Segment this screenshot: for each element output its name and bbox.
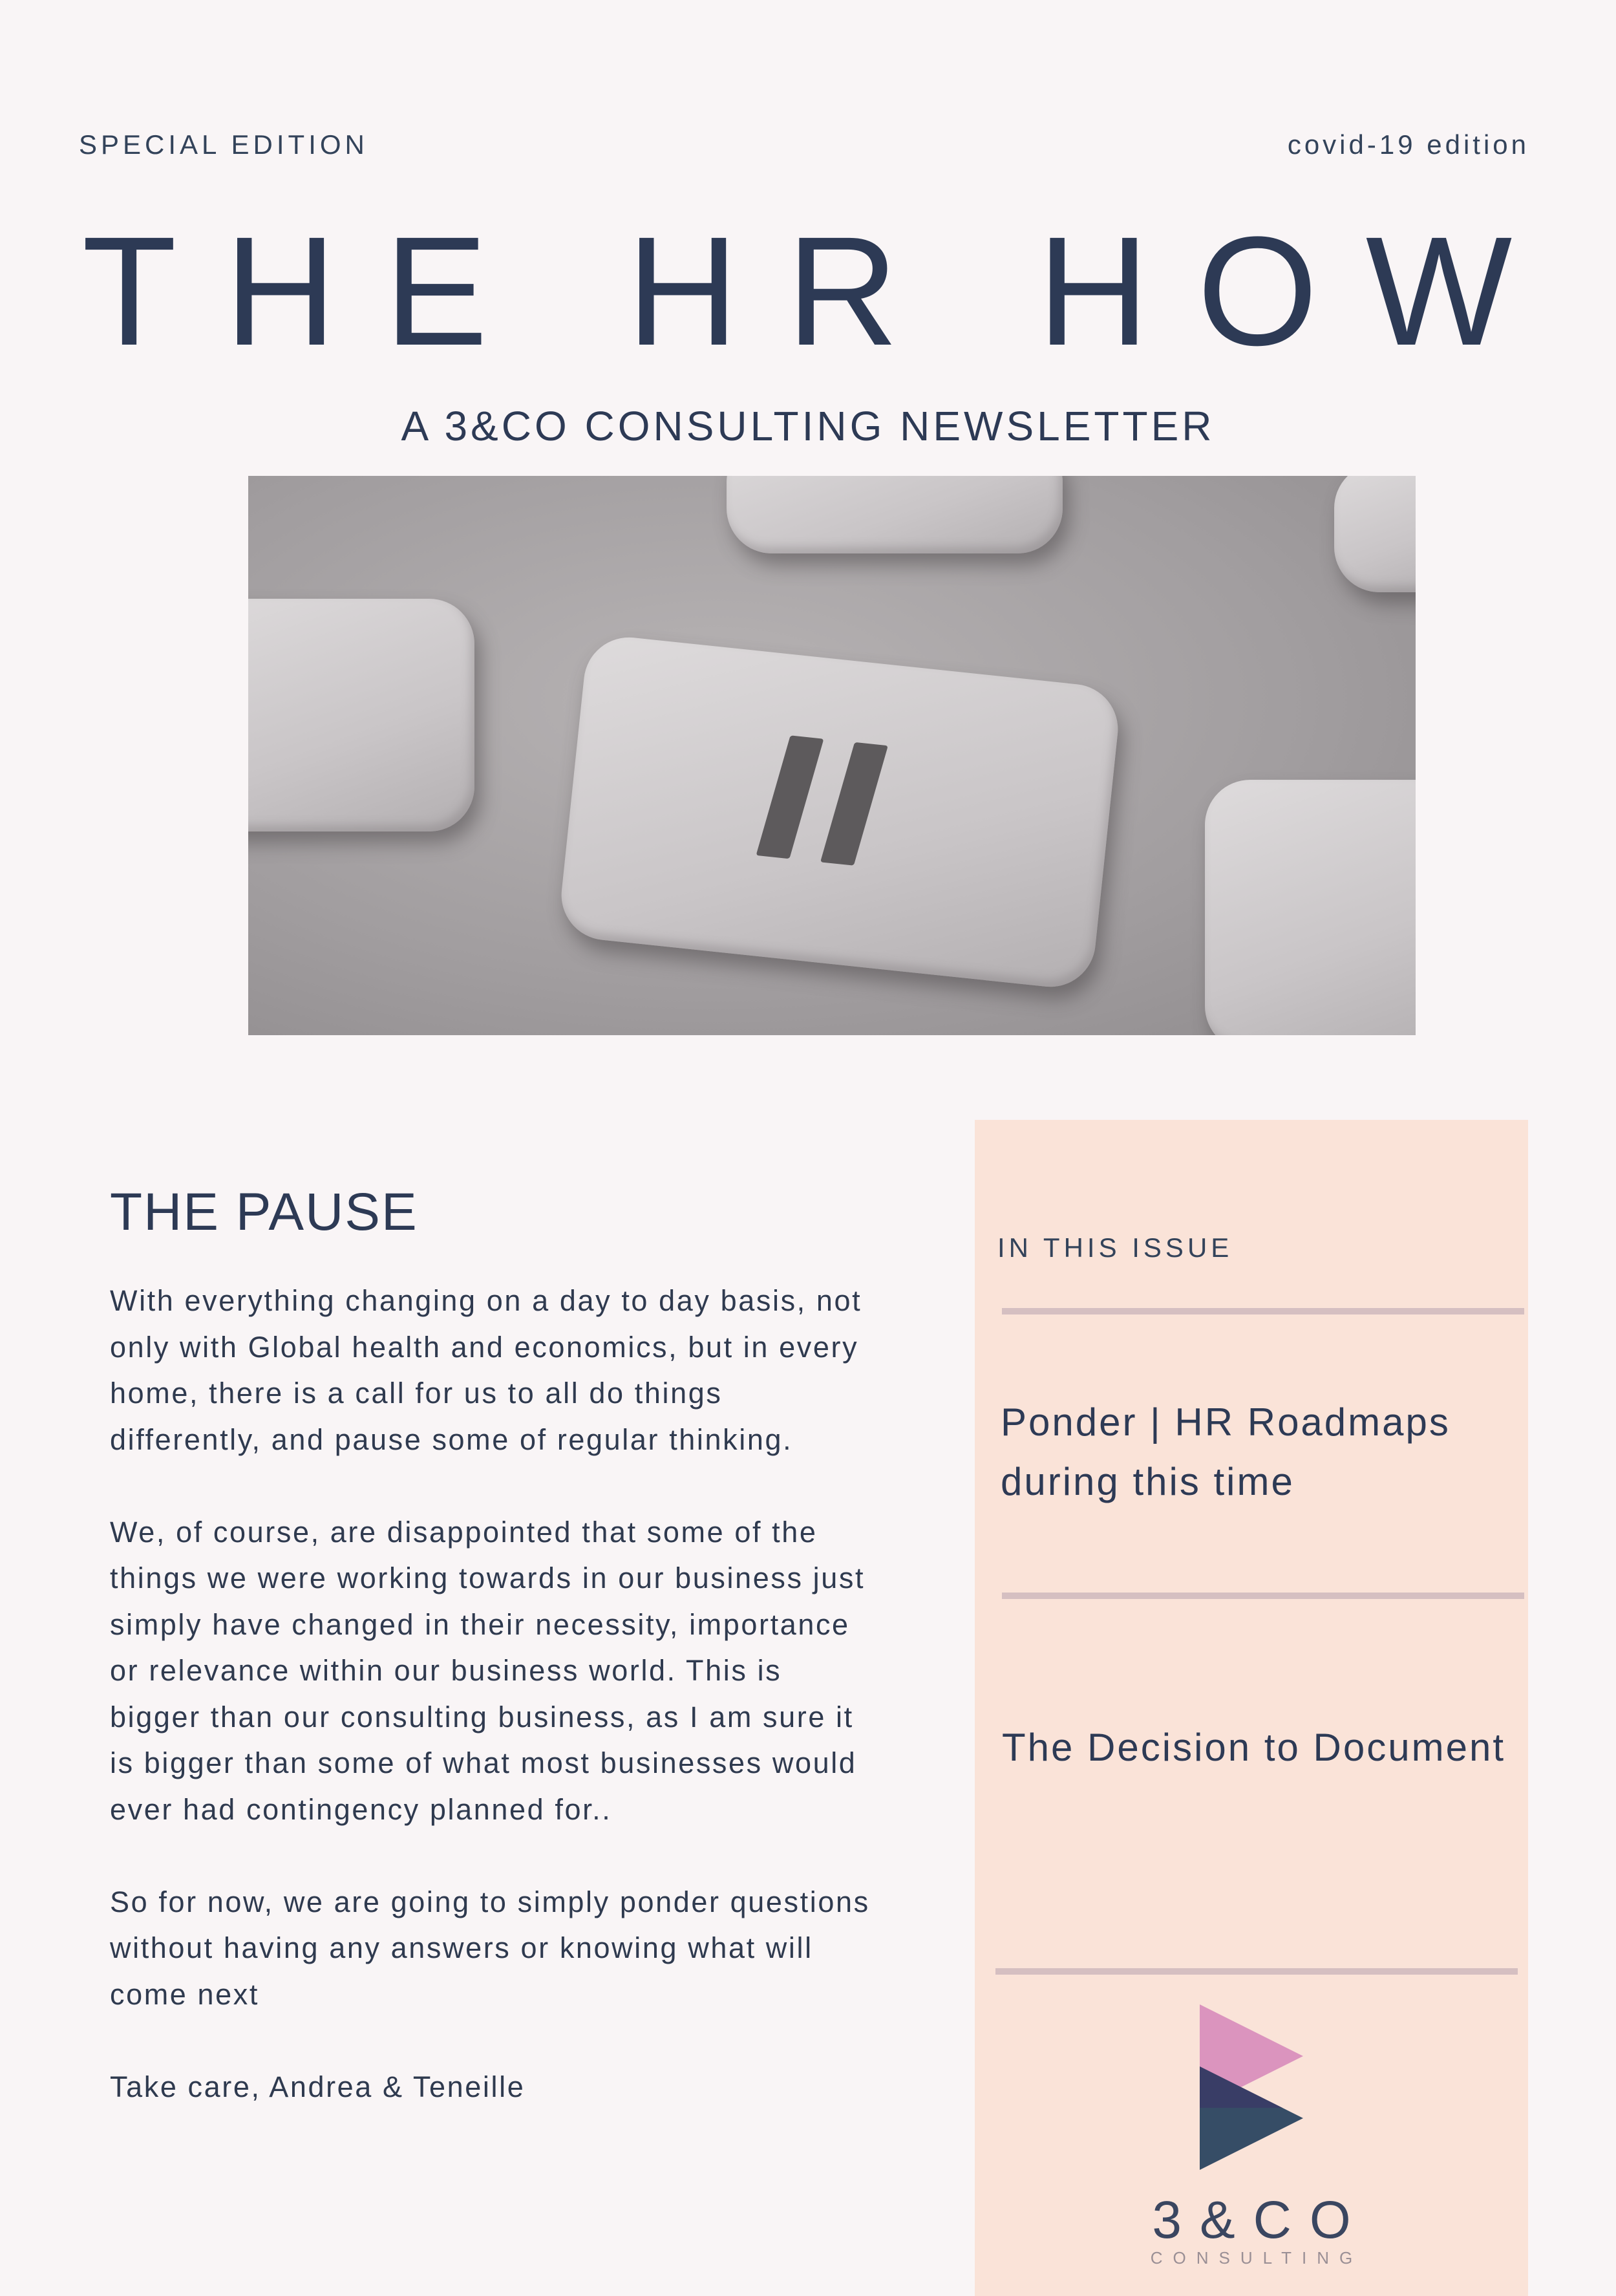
- article-body: [110, 1278, 924, 2156]
- hero-image: [248, 476, 1416, 1035]
- article-paragraph: We, of course, are disappointed that some of the things we were working towards in our business just simply have changed in their necessity, importance or relevance within our business world. This is bigger than our consulting business, as I am sure it is bigger than some of what most businesses would ever had contingency planned for..: [110, 1515, 866, 1826]
- newsletter-title: THE HR HOW: [81, 204, 1560, 378]
- logo-tagline: CONSULTING: [1150, 2248, 1363, 2268]
- divider: [1002, 1593, 1524, 1599]
- article-signoff: Take care, Andrea & Teneille: [110, 2070, 526, 2103]
- logo-wordmark: 3&CO: [1152, 2191, 1369, 2249]
- triangle-logo-icon: [1193, 1999, 1310, 2180]
- keyboard-key: [1205, 780, 1416, 1035]
- newsletter-subtitle: A 3&CO CONSULTING NEWSLETTER: [401, 403, 1215, 449]
- article-paragraph: With everything changing on a day to day basis, not only with Global health and economics, but in every home, there is a call for us to all do things differently, and pause some of regular thinking.: [110, 1284, 862, 1456]
- divider: [1002, 1308, 1524, 1314]
- pause-key: [557, 633, 1123, 991]
- issue-item-ponder[interactable]: Ponder | HR Roadmaps during this time: [1001, 1400, 1451, 1503]
- issue-item-decision[interactable]: The Decision to Document: [1002, 1726, 1505, 1769]
- special-edition-label: SPECIAL EDITION: [79, 129, 368, 160]
- edition-note: covid-19 edition: [1287, 129, 1529, 160]
- keyboard-key: [1334, 476, 1416, 592]
- article-paragraph: So for now, we are going to simply ponder questions without having any answers or knowing what will come next: [110, 1885, 870, 2011]
- keyboard-key: [248, 599, 474, 831]
- keyboard-key: [727, 476, 1063, 553]
- article-heading: THE PAUSE: [110, 1183, 418, 1241]
- in-this-issue-sidebar: [975, 1120, 1528, 2296]
- sidebar-label: IN THIS ISSUE: [997, 1232, 1233, 1263]
- divider: [995, 1968, 1518, 1975]
- company-logo: [975, 1999, 1528, 2268]
